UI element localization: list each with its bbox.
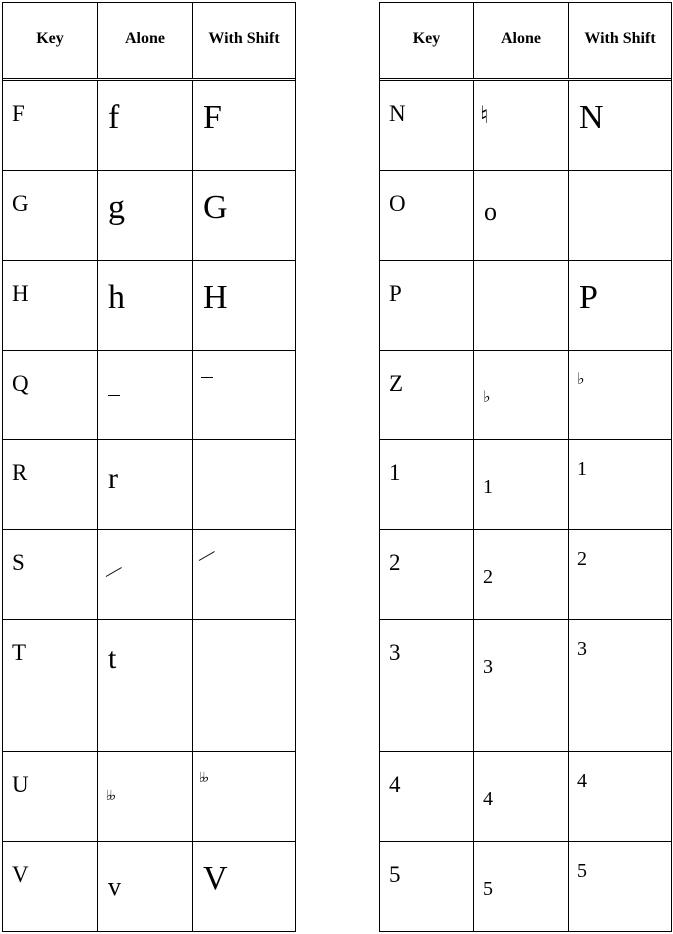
key-cell — [3, 351, 98, 439]
shift-glyph: 2 — [577, 548, 587, 570]
key-label: O — [389, 191, 406, 216]
key-label: R — [12, 460, 28, 485]
key-cell — [3, 440, 98, 529]
header-with-shift: With Shift — [208, 30, 280, 47]
table-row — [380, 842, 671, 931]
shift-cell — [193, 530, 295, 619]
shift-cell — [569, 261, 671, 350]
flat-glyph: ♭ — [483, 389, 491, 406]
table-row — [380, 351, 671, 440]
shift-cell — [569, 752, 671, 841]
natural-glyph: ♮ — [480, 103, 489, 129]
table-row — [3, 752, 295, 842]
key-cell — [380, 440, 474, 529]
key-cell — [3, 842, 98, 931]
shift-cell — [193, 752, 295, 841]
table-row — [380, 620, 671, 752]
shift-cell — [193, 81, 295, 170]
double-flat-glyph: ♭♭ — [106, 789, 114, 804]
key-mapping-table-right — [379, 2, 672, 932]
alone-glyph: o — [484, 197, 497, 226]
shift-glyph: 4 — [577, 770, 587, 792]
alone-glyph: v — [108, 872, 121, 901]
key-label: 4 — [389, 772, 401, 797]
key-label: P — [389, 281, 402, 306]
dash-glyph-icon — [201, 377, 213, 378]
table-header-row — [3, 3, 295, 81]
table-row — [3, 171, 295, 261]
alone-glyph: 5 — [483, 878, 493, 900]
shift-cell — [193, 620, 295, 751]
table-row — [3, 842, 295, 931]
key-cell — [380, 530, 474, 619]
alone-glyph: r — [108, 462, 118, 495]
alone-cell — [98, 351, 193, 439]
header-cell-alone — [98, 3, 193, 78]
table-row — [3, 351, 295, 440]
dash-glyph-icon — [108, 395, 120, 396]
alone-glyph: 4 — [483, 788, 493, 810]
shift-glyph: 3 — [577, 638, 587, 660]
alone-cell — [98, 530, 193, 619]
alone-cell — [474, 261, 569, 350]
table-row — [3, 530, 295, 620]
key-cell — [380, 261, 474, 350]
alone-cell — [98, 261, 193, 350]
key-cell — [380, 620, 474, 751]
alone-glyph: 1 — [483, 476, 493, 498]
shift-glyph: H — [203, 279, 228, 316]
header-with-shift: With Shift — [584, 30, 656, 47]
shift-cell — [569, 440, 671, 529]
shift-cell — [193, 440, 295, 529]
shift-cell — [569, 530, 671, 619]
key-label: Z — [389, 371, 404, 396]
alone-cell — [474, 530, 569, 619]
key-label: V — [12, 862, 29, 887]
shift-cell — [569, 620, 671, 751]
alone-glyph: 3 — [483, 656, 493, 678]
table-row — [3, 620, 295, 752]
table-row — [3, 81, 295, 171]
shift-cell — [193, 261, 295, 350]
shift-glyph: 5 — [577, 860, 587, 882]
table-row — [380, 440, 671, 530]
alone-cell — [474, 351, 569, 439]
double-flat-glyph: ♭♭ — [199, 771, 207, 786]
alone-glyph: f — [108, 99, 120, 136]
header-key: Key — [36, 30, 64, 47]
shift-cell — [193, 351, 295, 439]
key-cell — [3, 530, 98, 619]
shift-cell — [569, 351, 671, 439]
shift-cell — [569, 81, 671, 170]
header-cell-with-shift — [193, 3, 295, 78]
table-row — [380, 171, 671, 261]
shift-glyph: 1 — [577, 458, 587, 480]
key-label: 5 — [389, 862, 401, 887]
key-cell — [3, 171, 98, 260]
alone-glyph: 2 — [483, 566, 493, 588]
alone-cell — [98, 620, 193, 751]
key-label: F — [12, 101, 25, 126]
table-row — [380, 530, 671, 620]
key-cell — [380, 171, 474, 260]
key-label: 2 — [389, 550, 401, 575]
key-label: 3 — [389, 640, 401, 665]
shift-cell — [193, 842, 295, 931]
key-cell — [3, 81, 98, 170]
alone-cell — [98, 752, 193, 841]
shift-glyph: G — [203, 189, 228, 226]
key-cell — [380, 81, 474, 170]
key-label: H — [12, 281, 29, 306]
key-label: G — [12, 191, 29, 216]
alone-glyph: t — [108, 642, 117, 675]
slash-glyph-icon — [106, 567, 122, 577]
key-cell — [380, 351, 474, 439]
key-label: 1 — [389, 460, 401, 485]
key-label: T — [12, 640, 27, 665]
key-cell — [3, 752, 98, 841]
table-row — [3, 261, 295, 351]
alone-cell — [474, 620, 569, 751]
header-cell-key — [380, 3, 474, 78]
alone-cell — [474, 81, 569, 170]
key-cell — [380, 752, 474, 841]
alone-cell — [474, 171, 569, 260]
slash-glyph-icon — [199, 551, 215, 561]
header-alone: Alone — [125, 30, 165, 47]
key-cell — [3, 261, 98, 350]
alone-glyph: g — [108, 189, 125, 226]
table-header-row — [380, 3, 671, 81]
key-label: N — [389, 101, 406, 126]
alone-cell — [98, 171, 193, 260]
alone-glyph: h — [108, 279, 125, 316]
table-row — [380, 261, 671, 351]
key-cell — [380, 842, 474, 931]
table-row — [380, 752, 671, 842]
shift-glyph: N — [579, 99, 604, 136]
key-label: S — [12, 550, 25, 575]
header-cell-alone — [474, 3, 569, 78]
table-row — [3, 440, 295, 530]
header-cell-key — [3, 3, 98, 78]
shift-glyph: F — [203, 99, 222, 136]
table-row — [380, 81, 671, 171]
key-label: Q — [12, 371, 29, 396]
header-cell-with-shift — [569, 3, 671, 78]
shift-cell — [569, 171, 671, 260]
key-mapping-table-left — [2, 2, 296, 932]
key-label: U — [12, 772, 29, 797]
shift-glyph: V — [203, 860, 228, 897]
alone-cell — [98, 842, 193, 931]
flat-glyph: ♭ — [577, 371, 585, 388]
alone-cell — [474, 440, 569, 529]
alone-cell — [474, 842, 569, 931]
alone-cell — [98, 81, 193, 170]
header-alone: Alone — [501, 30, 541, 47]
alone-cell — [474, 752, 569, 841]
alone-cell — [98, 440, 193, 529]
header-key: Key — [412, 30, 441, 47]
key-cell — [3, 620, 98, 751]
shift-glyph: P — [579, 279, 598, 316]
shift-cell — [569, 842, 671, 931]
shift-cell — [193, 171, 295, 260]
